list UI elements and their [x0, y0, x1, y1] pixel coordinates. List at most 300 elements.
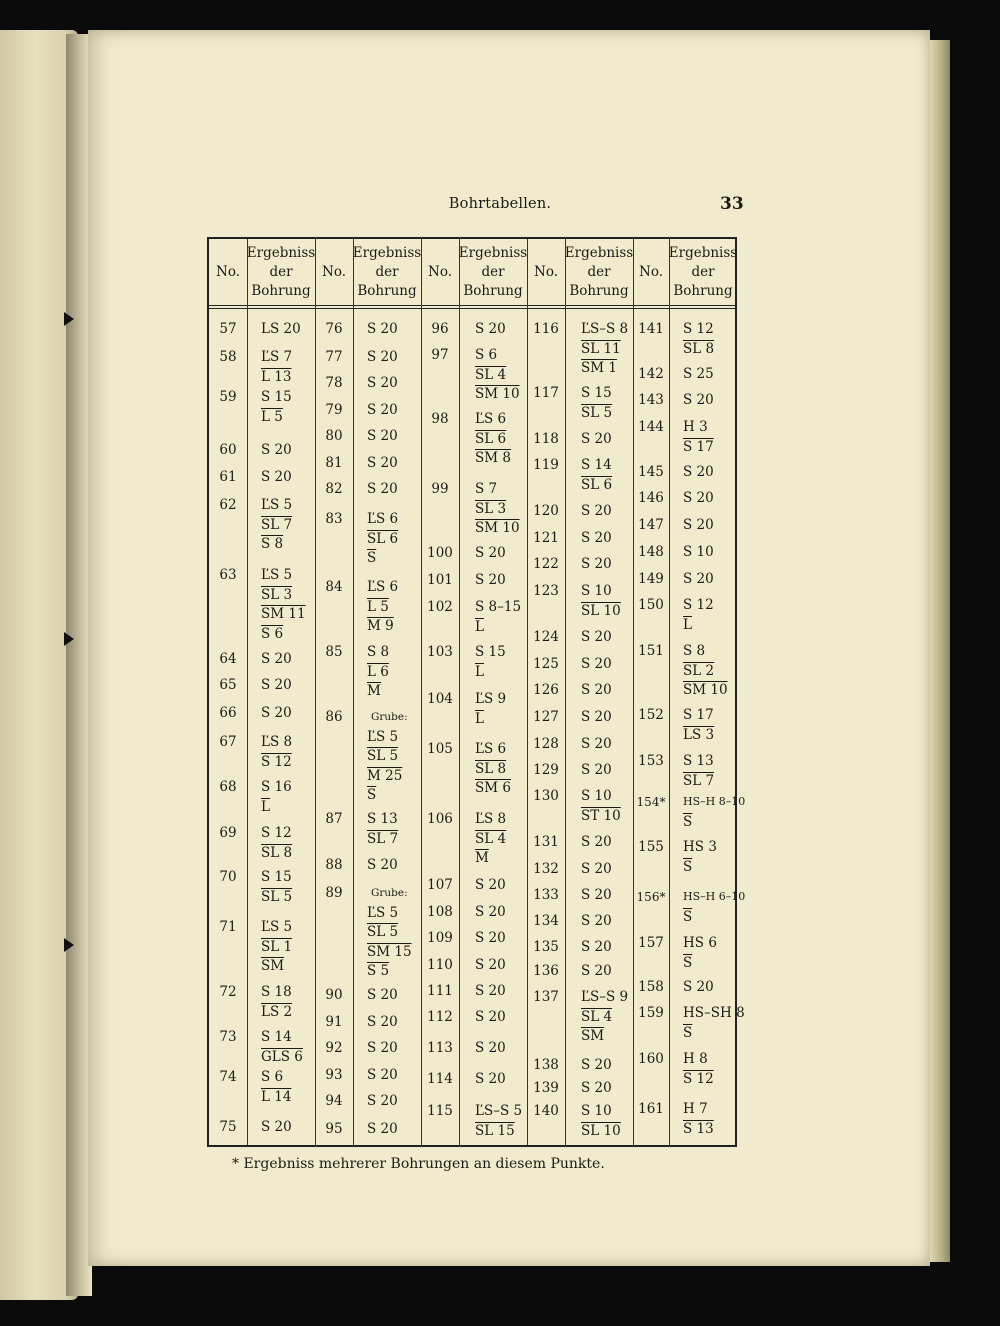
boring-result-line: H 8	[683, 1051, 708, 1067]
boring-result-line: ĽS 9	[475, 691, 507, 707]
boring-result-line: SM 10	[475, 386, 520, 402]
boring-result-line: L 13	[261, 368, 292, 385]
boring-result-line: SL 8	[683, 340, 715, 357]
boring-result-line: SM 6	[475, 780, 511, 796]
boring-result-line: S 20	[475, 321, 506, 337]
entry-number: 85	[325, 644, 343, 660]
entry-number: 127	[533, 709, 559, 725]
entry-number: 91	[325, 1014, 343, 1030]
entry-number: 99	[431, 481, 449, 497]
entry-number: 101	[427, 572, 453, 588]
entry-number: 82	[325, 481, 343, 497]
boring-result-line: SM 10	[475, 520, 520, 536]
entry-number: 158	[638, 979, 664, 995]
entry-number: 63	[219, 567, 237, 583]
entry-number: 84	[325, 579, 343, 595]
entry-number: 65	[219, 677, 237, 693]
boring-result-line: SM 1	[581, 360, 617, 376]
boring-result-line: HS 6	[683, 935, 717, 951]
entry-number: 135	[533, 939, 559, 955]
entry-number: 97	[431, 347, 449, 363]
entry-number: 102	[427, 599, 453, 615]
column-rule	[459, 239, 460, 1145]
boring-result-line: S 8	[367, 644, 390, 660]
boring-result-line: $\overline{S}$	[367, 787, 377, 803]
boring-result-line: S 20	[367, 402, 398, 418]
boring-result-line: ĽS 5	[367, 904, 399, 921]
entry-number: 86	[325, 709, 343, 725]
entry-number: 109	[427, 930, 453, 946]
entry-number: 89	[325, 885, 343, 901]
header-rule-double	[209, 308, 735, 309]
boring-result-line: S 20	[581, 913, 612, 929]
boring-result-line: LS 3	[683, 726, 715, 743]
entry-number: 150	[638, 597, 664, 613]
boring-result-line: SL 6	[475, 430, 507, 447]
boring-result-line: SL 7	[261, 516, 293, 533]
boring-result-line: S 20	[475, 1009, 506, 1025]
boring-result-line: S 20	[683, 464, 714, 480]
entry-number: 87	[325, 811, 343, 827]
column-rule	[247, 239, 248, 1145]
boring-result-line: S 6	[261, 625, 284, 642]
entry-number: 67	[219, 734, 237, 750]
entry-number: 90	[325, 987, 343, 1003]
boring-result-line: SL 11	[581, 340, 621, 357]
boring-result-line: $\overline{SM}$	[581, 1028, 605, 1044]
entry-number: 122	[533, 556, 559, 572]
boring-result-line: S 20	[581, 629, 612, 645]
entry-number: 149	[638, 571, 664, 587]
entry-number: 159	[638, 1005, 664, 1021]
boring-result-line: SM 11	[261, 606, 306, 622]
boring-result-line: SL 7	[683, 772, 715, 789]
boring-result-line: $\overline{S}$	[367, 550, 377, 566]
boring-result-line: ĽS 5	[261, 497, 293, 513]
boring-result-line: S 20	[367, 481, 398, 497]
page-number: 33	[720, 194, 744, 214]
header-rule	[209, 305, 735, 306]
boring-result-line: S 18	[261, 984, 292, 1000]
entry-number: 140	[533, 1103, 559, 1119]
boring-result-line: S 13	[683, 753, 714, 769]
entry-number: 94	[325, 1093, 343, 1109]
boring-result-line: S 20	[475, 545, 506, 561]
entry-number: 72	[219, 984, 237, 1000]
boring-result-line: S 8–15	[475, 599, 522, 615]
boring-result-line: $\overline{L}$	[261, 798, 270, 815]
boring-result-line: SL 8	[261, 844, 293, 861]
entry-number: 114	[427, 1071, 453, 1087]
entry-number: 133	[533, 887, 559, 903]
boring-result-line: SL 10	[581, 602, 621, 619]
boring-result-line: HS–H 8–10	[683, 795, 746, 808]
entry-number: 142	[638, 366, 664, 382]
entry-number: 93	[325, 1067, 343, 1083]
entry-number: 157	[638, 935, 664, 951]
entry-number: 138	[533, 1057, 559, 1073]
boring-result-line: SL 5	[581, 404, 613, 421]
boring-result-line: S 12	[261, 753, 292, 770]
entry-number: 62	[219, 497, 237, 513]
boring-result-line: S 20	[581, 503, 612, 519]
entry-number: 120	[533, 503, 559, 519]
entry-number: 104	[427, 691, 453, 707]
entry-number: 116	[533, 321, 559, 337]
entry-number: 115	[427, 1103, 453, 1119]
boring-result-line: S 20	[683, 392, 714, 408]
boring-result-line: Grube:	[371, 887, 408, 899]
entry-number: 155	[638, 839, 664, 855]
boring-result-line: SM 10	[683, 682, 728, 698]
boring-result-line: L 14	[261, 1088, 292, 1105]
boring-result-line: S 10	[683, 544, 714, 560]
boring-result-line: S 20	[581, 736, 612, 752]
boring-result-line: S 20	[581, 530, 612, 546]
boring-result-line: SL 8	[475, 760, 507, 777]
boring-result-line: SL 6	[367, 530, 399, 547]
boring-result-line: S 10	[581, 1103, 612, 1119]
entry-number: 126	[533, 682, 559, 698]
entry-number: 60	[219, 442, 237, 458]
boring-result-line: S 20	[367, 375, 398, 391]
boring-result-line: L 5	[261, 408, 283, 425]
boring-result-line: S 20	[367, 321, 398, 337]
boring-result-line: S 12	[683, 597, 714, 613]
boring-result-line: H 3	[683, 419, 708, 435]
boring-result-line: LS 2	[261, 1003, 293, 1020]
boring-result-line: HS–SH 8	[683, 1005, 745, 1021]
boring-result-line: S 20	[367, 1040, 398, 1056]
entry-number: 59	[219, 389, 237, 405]
boring-result-line: S 20	[261, 469, 292, 485]
entry-number: 61	[219, 469, 237, 485]
entry-number: 147	[638, 517, 664, 533]
entry-number: 58	[219, 349, 237, 365]
drilling-results-table	[207, 237, 746, 1147]
boring-result-line: HS 3	[683, 839, 717, 855]
boring-result-line: S 20	[261, 705, 292, 721]
col-header-no: No.	[534, 263, 558, 280]
entry-number: 73	[219, 1029, 237, 1045]
boring-result-line: M 25	[367, 767, 403, 784]
boring-result-line: S 6	[475, 347, 498, 363]
boring-result-line: S 10	[581, 788, 612, 804]
boring-result-line: S 14	[581, 457, 612, 473]
boring-result-line: S 20	[261, 677, 292, 693]
entry-number: 76	[325, 321, 343, 337]
boring-result-line: $\overline{L}$	[475, 618, 484, 635]
boring-result-line: ĽS 6	[475, 741, 507, 757]
entry-number: 78	[325, 375, 343, 391]
boring-result-line: $\overline{M}$	[475, 850, 489, 866]
entry-number: 75	[219, 1119, 237, 1135]
boring-result-line: ĽS–S 9	[581, 989, 629, 1005]
boring-result-line: SL 2	[683, 662, 715, 679]
entry-number: 105	[427, 741, 453, 757]
boring-result-line: SL 15	[475, 1122, 515, 1139]
boring-result-line: S 20	[475, 930, 506, 946]
entry-number: 100	[427, 545, 453, 561]
boring-result-line: ĽS 6	[367, 579, 399, 595]
boring-result-line: ĽS 5	[261, 919, 293, 935]
boring-result-line: S 12	[261, 825, 292, 841]
boring-result-line: S 20	[581, 1080, 612, 1096]
boring-result-line: S 8	[261, 536, 284, 552]
boring-result-line: S 20	[581, 762, 612, 778]
col-header-no: No.	[216, 263, 240, 280]
boring-result-line: S 17	[683, 707, 714, 723]
boring-result-line: S 8	[683, 643, 706, 659]
entry-number: 57	[219, 321, 237, 337]
boring-result-line: S 20	[475, 983, 506, 999]
boring-result-line: M 9	[367, 618, 394, 634]
entry-number: 156*	[636, 890, 666, 904]
boring-result-line: S 20	[475, 1071, 506, 1087]
boring-result-line: LS 20	[261, 321, 301, 337]
boring-result-line: S 17	[683, 438, 714, 455]
boring-result-line: S 20	[367, 455, 398, 471]
boring-result-line: S 20	[475, 957, 506, 973]
boring-result-line: SL 4	[581, 1008, 613, 1025]
entry-number: 144	[638, 419, 664, 435]
entry-number: 108	[427, 904, 453, 920]
entry-number: 69	[219, 825, 237, 841]
entry-number: 74	[219, 1069, 237, 1085]
entry-number: 148	[638, 544, 664, 560]
entry-number: 107	[427, 877, 453, 893]
entry-number: 161	[638, 1101, 664, 1117]
boring-result-line: S 25	[683, 366, 714, 382]
boring-result-line: S 20	[475, 572, 506, 588]
entry-number: 68	[219, 779, 237, 795]
boring-result-line: GLS 6	[261, 1048, 303, 1065]
entry-number: 134	[533, 913, 559, 929]
boring-result-line: ĽS 6	[475, 411, 507, 427]
boring-result-line: S 20	[581, 834, 612, 850]
boring-result-line: SL 4	[475, 830, 507, 847]
boring-result-line: S 20	[367, 1121, 398, 1137]
boring-result-line: S 20	[581, 861, 612, 877]
boring-result-line: SL 5	[367, 748, 399, 764]
boring-result-line: S 13	[683, 1120, 714, 1137]
entry-number: 139	[533, 1080, 559, 1096]
boring-result-line: ĽS 5	[261, 567, 293, 583]
entry-number: 154*	[636, 795, 666, 809]
col-header-result: Ergebniss der Bohrung	[668, 244, 738, 299]
col-header-result: Ergebniss der Bohrung	[352, 244, 422, 299]
boring-result-line: $\overline{S}$	[683, 813, 693, 830]
boring-result-line: ST 10	[581, 807, 621, 824]
entry-number: 128	[533, 736, 559, 752]
entry-number: 123	[533, 583, 559, 599]
col-header-no: No.	[639, 263, 663, 280]
entry-number: 106	[427, 811, 453, 827]
boring-result-line: S 20	[683, 979, 714, 995]
boring-result-line: ĽS 7	[261, 349, 293, 365]
col-header-no: No.	[322, 263, 346, 280]
boring-result-line: SL 10	[581, 1122, 621, 1139]
boring-result-line: S 20	[581, 709, 612, 725]
entry-number: 88	[325, 857, 343, 873]
boring-result-line: S 15	[581, 385, 612, 401]
boring-result-line: S 5	[367, 963, 390, 979]
boring-result-line: $\overline{M}$	[367, 683, 381, 699]
entry-number: 110	[427, 957, 453, 973]
boring-result-line: $\overline{L}$	[475, 663, 484, 680]
boring-result-line: $\overline{S}$	[683, 1024, 693, 1041]
boring-result-line: S 20	[581, 887, 612, 903]
entry-number: 79	[325, 402, 343, 418]
boring-result-line: L 5	[367, 598, 389, 615]
boring-result-line: S 20	[475, 877, 506, 893]
boring-result-line: S 12	[683, 321, 714, 337]
boring-result-line: SL 3	[261, 586, 293, 603]
entry-number: 70	[219, 869, 237, 885]
boring-result-line: S 14	[261, 1029, 292, 1045]
entry-number: 132	[533, 861, 559, 877]
entry-number: 125	[533, 656, 559, 672]
entry-number: 96	[431, 321, 449, 337]
entry-number: 66	[219, 705, 237, 721]
entry-number: 118	[533, 431, 559, 447]
boring-result-line: S 20	[683, 517, 714, 533]
boring-result-line: L 6	[367, 663, 389, 680]
boring-result-line: S 7	[475, 481, 498, 497]
boring-result-line: ĽS–S 8	[581, 321, 629, 337]
boring-result-line: SL 7	[367, 830, 399, 847]
boring-result-line: S 20	[367, 428, 398, 444]
entry-number: 113	[427, 1040, 453, 1056]
boring-result-line: ĽS 8	[261, 734, 293, 750]
boring-result-line: S 20	[683, 490, 714, 506]
entry-number: 151	[638, 643, 664, 659]
boring-result-line: S 20	[367, 987, 398, 1003]
boring-result-line: ĽS 6	[367, 511, 399, 527]
boring-result-line: S 15	[261, 389, 292, 405]
boring-result-line: SL 6	[581, 476, 613, 493]
entry-number: 95	[325, 1121, 343, 1137]
boring-result-line: S 20	[367, 857, 398, 873]
col-header-result: Ergebniss der Bohrung	[458, 244, 528, 299]
entry-number: 83	[325, 511, 343, 527]
entry-number: 145	[638, 464, 664, 480]
entry-number: 160	[638, 1051, 664, 1067]
entry-number: 112	[427, 1009, 453, 1025]
column-rule	[353, 239, 354, 1145]
running-title: Bohrtabellen.	[448, 196, 552, 212]
col-header-result: Ergebniss der Bohrung	[246, 244, 316, 299]
boring-result-line: SM 8	[475, 450, 511, 466]
entry-number: 80	[325, 428, 343, 444]
boring-result-line: S 15	[261, 869, 292, 885]
entry-number: 103	[427, 644, 453, 660]
boring-result-line: S 20	[367, 1014, 398, 1030]
boring-result-line: S 6	[261, 1069, 284, 1085]
entry-number: 64	[219, 651, 237, 667]
boring-result-line: ĽS–S 5	[475, 1103, 523, 1119]
boring-result-line: S 20	[683, 571, 714, 587]
entry-number: 146	[638, 490, 664, 506]
boring-result-line: HS–H 6–10	[683, 890, 746, 903]
boring-result-line: ĽS 8	[475, 811, 507, 827]
entry-number: 71	[219, 919, 237, 935]
entry-number: 81	[325, 455, 343, 471]
footnote: * Ergebniss mehrerer Bohrungen an diesem Punkte.	[232, 1156, 605, 1172]
column-rule	[669, 239, 670, 1145]
col-header-no: No.	[428, 263, 452, 280]
boring-result-line: S 20	[581, 556, 612, 572]
boring-result-line: S 15	[475, 644, 506, 660]
boring-result-line: SM 15	[367, 943, 412, 960]
boring-result-line: SL 4	[475, 366, 507, 383]
boring-result-line: S 20	[367, 349, 398, 365]
entry-number: 143	[638, 392, 664, 408]
entry-number: 129	[533, 762, 559, 778]
boring-result-line: S 20	[581, 682, 612, 698]
entry-number: 141	[638, 321, 664, 337]
page-stack-edge	[928, 40, 950, 1262]
boring-result-line: S 20	[261, 651, 292, 667]
boring-result-line: S 20	[475, 904, 506, 920]
entry-number: 119	[533, 457, 559, 473]
boring-result-line: S 12	[683, 1070, 714, 1087]
entry-number: 124	[533, 629, 559, 645]
boring-result-line: S 20	[581, 1057, 612, 1073]
boring-result-line: S 20	[367, 1093, 398, 1109]
boring-result-line: H 7	[683, 1101, 708, 1117]
boring-result-line: $\overline{L}$	[475, 710, 484, 727]
boring-result-line: $\overline{SM}$	[261, 958, 285, 974]
boring-result-line: S 10	[581, 583, 612, 599]
boring-result-line: S 16	[261, 779, 292, 795]
column-rule	[565, 239, 566, 1145]
boring-result-line: SL 5	[367, 924, 399, 940]
boring-result-line: SL 5	[261, 888, 293, 905]
entry-number: 117	[533, 385, 559, 401]
boring-result-line: SL 3	[475, 500, 507, 517]
entry-number: 137	[533, 989, 559, 1005]
boring-result-line: S 20	[367, 1067, 398, 1083]
boring-result-line: S 20	[475, 1040, 506, 1056]
boring-result-line: S 20	[581, 963, 612, 979]
boring-result-line: S 20	[581, 656, 612, 672]
entry-number: 130	[533, 788, 559, 804]
boring-result-line: S 20	[581, 939, 612, 955]
entry-number: 111	[427, 983, 453, 999]
entry-number: 98	[431, 411, 449, 427]
boring-result-line: $\overline{L}$	[683, 616, 692, 633]
boring-result-line: ĽS 5	[367, 728, 399, 745]
entry-number: 121	[533, 530, 559, 546]
boring-result-line: S 13	[367, 811, 398, 827]
entry-number: 77	[325, 349, 343, 365]
entry-number: 153	[638, 753, 664, 769]
boring-result-line: $\overline{S}$	[683, 908, 693, 925]
entry-number: 92	[325, 1040, 343, 1056]
boring-result-line: S 20	[581, 431, 612, 447]
entry-number: 152	[638, 707, 664, 723]
col-header-result: Ergebniss der Bohrung	[564, 244, 634, 299]
boring-result-line: $\overline{S}$	[683, 858, 693, 875]
entry-number: 131	[533, 834, 559, 850]
entry-number: 136	[533, 963, 559, 979]
boring-result-line: SL 1	[261, 938, 293, 955]
boring-result-line: S 20	[261, 1119, 292, 1135]
boring-result-line: $\overline{S}$	[683, 954, 693, 971]
boring-result-line: Grube:	[371, 711, 408, 723]
boring-result-line: S 20	[261, 442, 292, 458]
